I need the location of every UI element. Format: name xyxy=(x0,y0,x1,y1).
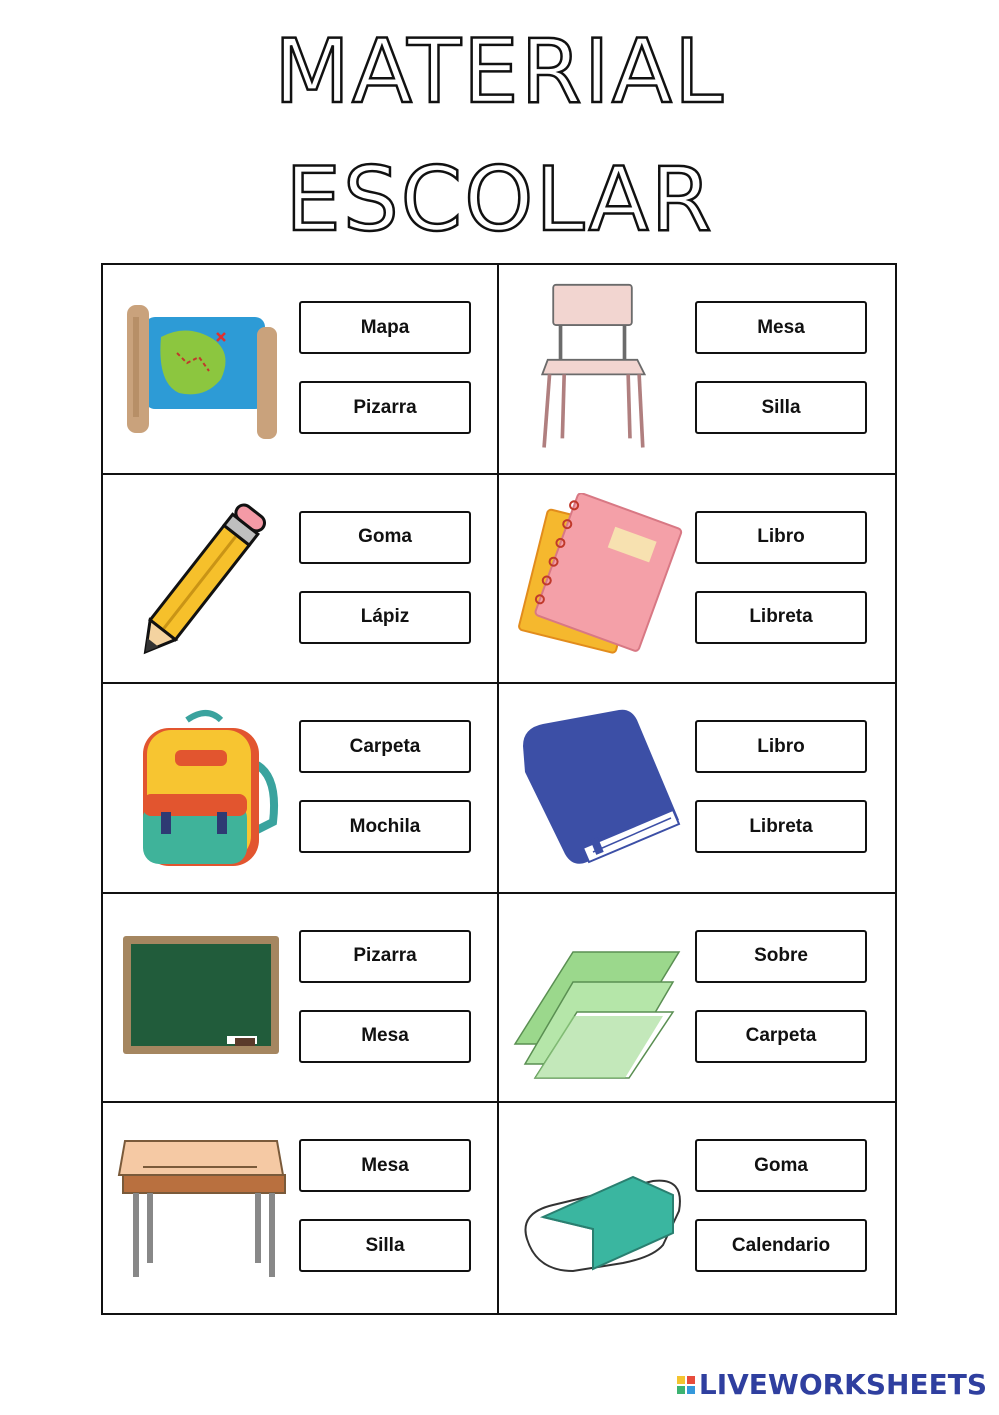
brand-name: LIVEWORKSHEETS xyxy=(698,1368,987,1401)
item-cell xyxy=(499,1103,895,1313)
option-button[interactable]: Libreta xyxy=(695,800,867,853)
map-icon xyxy=(117,283,287,453)
option-button[interactable]: Pizarra xyxy=(299,381,471,434)
chair-icon xyxy=(513,283,683,453)
item-cell xyxy=(499,265,895,475)
item-cell xyxy=(103,684,499,894)
liveworksheets-brand[interactable] xyxy=(677,1368,987,1401)
item-cell xyxy=(103,894,499,1104)
backpack-icon xyxy=(117,702,287,872)
option-button[interactable]: Carpeta xyxy=(695,1010,867,1063)
option-button[interactable]: Libro xyxy=(695,720,867,773)
option-button[interactable]: Carpeta xyxy=(299,720,471,773)
option-button[interactable]: Lápiz xyxy=(299,591,471,644)
item-cell xyxy=(499,475,895,685)
item-cell xyxy=(103,1103,499,1313)
option-button[interactable]: Goma xyxy=(299,511,471,564)
item-cell xyxy=(103,475,499,685)
option-button[interactable]: Mochila xyxy=(299,800,471,853)
option-button[interactable]: Calendario xyxy=(695,1219,867,1272)
book-icon xyxy=(513,702,683,872)
item-cell xyxy=(499,894,895,1104)
option-button[interactable]: Silla xyxy=(299,1219,471,1272)
option-button[interactable]: Libro xyxy=(695,511,867,564)
blackboard-icon xyxy=(117,912,287,1082)
folder-icon xyxy=(513,912,683,1082)
page-title-line-1: MATERIAL xyxy=(274,20,725,123)
option-button[interactable]: Mesa xyxy=(299,1010,471,1063)
option-button[interactable]: Silla xyxy=(695,381,867,434)
option-button[interactable]: Sobre xyxy=(695,930,867,983)
pencil-icon xyxy=(117,493,287,663)
option-button[interactable]: Pizarra xyxy=(299,930,471,983)
desk-icon xyxy=(117,1121,287,1291)
option-button[interactable]: Mesa xyxy=(299,1139,471,1192)
liveworksheets-logo-icon xyxy=(677,1376,695,1394)
page-title-line-2: ESCOLAR xyxy=(285,148,714,251)
worksheet-grid xyxy=(101,263,897,1315)
item-cell xyxy=(103,265,499,475)
item-cell xyxy=(499,684,895,894)
option-button[interactable]: Libreta xyxy=(695,591,867,644)
option-button[interactable]: Goma xyxy=(695,1139,867,1192)
notebook-icon xyxy=(513,493,683,663)
option-button[interactable]: Mapa xyxy=(299,301,471,354)
eraser-icon xyxy=(513,1121,683,1291)
option-button[interactable]: Mesa xyxy=(695,301,867,354)
